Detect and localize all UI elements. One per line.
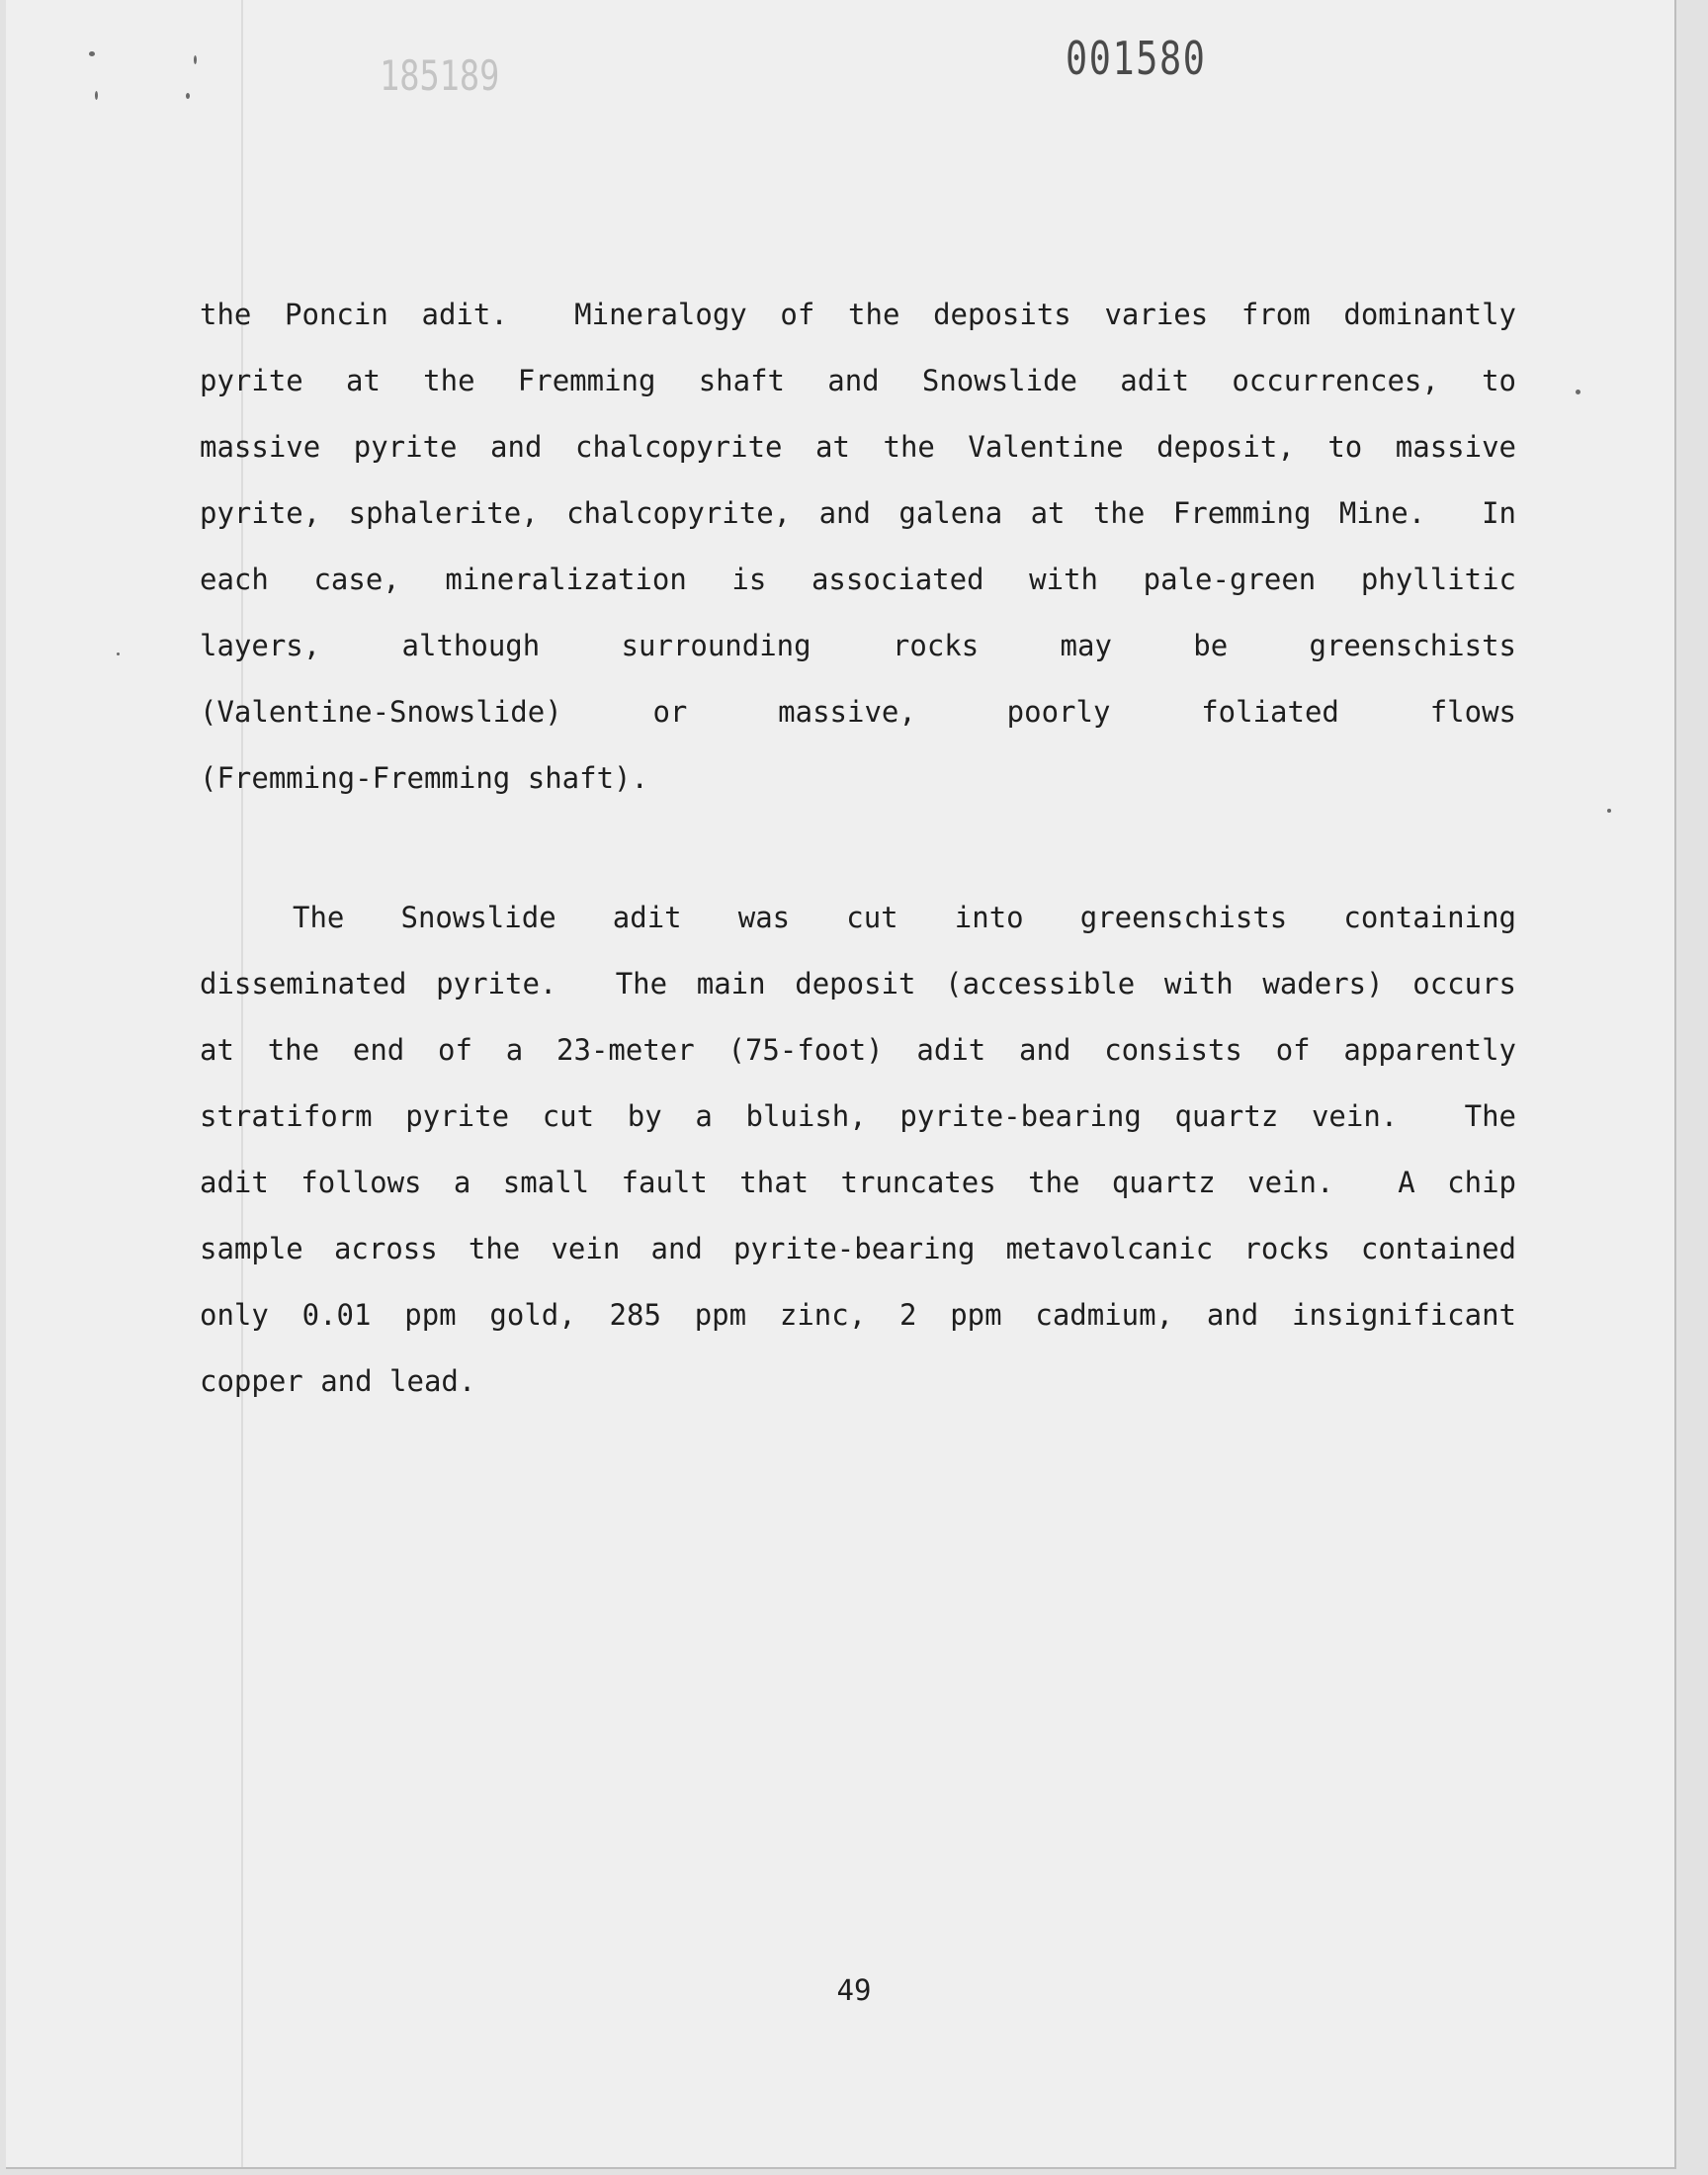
page-number: 49 [836,1973,872,2007]
paragraph-1-line: layers, although surrounding rocks may be greenschists [200,629,1516,662]
ghost-stamp-number: 185189 [380,51,500,100]
scan-speck [186,93,190,99]
paragraph-2-line: copper and lead. [200,1364,476,1398]
paragraph-1-line: (Valentine-Snowslide) or massive, poorly foliated flows [200,695,1516,729]
paragraph-2-line: only 0.01 ppm gold, 285 ppm zinc, 2 ppm cadmium, and insignificant [200,1298,1516,1332]
scan-speck [194,55,197,64]
scan-speck [1607,809,1611,813]
paragraph-1-line: the Poncin adit. Mineralogy of the deposits varies from dominantly [200,298,1516,331]
paragraph-1-line: (Fremming-Fremming shaft). [200,761,648,795]
paragraph-1-line: pyrite, sphalerite, chalcopyrite, and galena at the Fremming Mine. In [200,496,1516,530]
paragraph-2-line: The Snowslide adit was cut into greenschists containing [293,901,1516,934]
scan-speck [1576,390,1580,394]
page-stamp-number: 001580 [1066,32,1207,85]
paragraph-2-line: adit follows a small fault that truncates the quartz vein. A chip [200,1166,1516,1199]
paragraph-2-line: stratiform pyrite cut by a bluish, pyrite-bearing quartz vein. The [200,1099,1516,1133]
paragraph-2-line: sample across the vein and pyrite-bearing metavolcanic rocks contained [200,1232,1516,1265]
scan-speck [89,51,95,56]
paragraph-2-line: at the end of a 23-meter (75-foot) adit and consists of apparently [200,1033,1516,1067]
paragraph-2-line: disseminated pyrite. The main deposit (accessible with waders) occurs [200,967,1516,1000]
paragraph-1-line: massive pyrite and chalcopyrite at the Valentine deposit, to massive [200,430,1516,464]
paragraph-1-line: each case, mineralization is associated with pale-green phyllitic [200,563,1516,596]
paragraph-1-line: pyrite at the Fremming shaft and Snowslide adit occurrences, to [200,364,1516,397]
scan-speck [117,652,120,655]
scan-speck [95,91,98,100]
